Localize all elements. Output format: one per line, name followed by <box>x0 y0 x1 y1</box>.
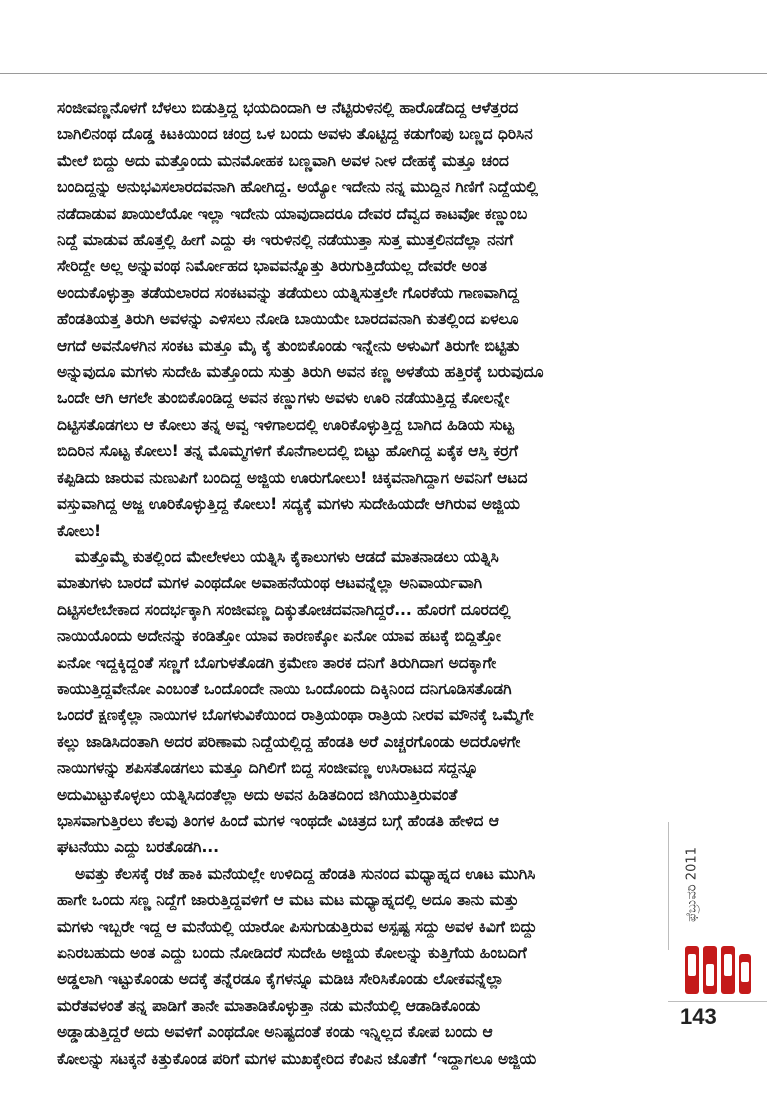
page-number-divider <box>668 1001 767 1002</box>
text-line: ಅದುಮಿಟ್ಟುಕೊಳ್ಳಲು ಯತ್ನಿಸಿದಂತೆಲ್ಲಾ ಅದು ಅವನ ಹಿಡಿತದಿಂದ ಜಿಗಿಯುತ್ತಿರುವಂತೆ <box>57 785 458 804</box>
text-line: ಕಾಯುತ್ತಿದ್ದವೇನೋ ಎಂಬಂತೆ ಒಂದೊಂದೇ ನಾಯಿ ಒಂದೊಂದು ದಿಕ್ಕಿನಿಂದ ದನಿಗೂಡಿಸತೊಡಗಿ <box>57 679 512 698</box>
text-line: ದಿಟ್ಟಿಸಲೇಬೇಕಾದ ಸಂದರ್ಭಕ್ಕಾಗಿ ಸಂಜೀವಣ್ಣ ದಿಕ್ಕುತೋಚದವನಾಗಿದ್ದರೆ... ಹೊರಗೆ ದೂರದಲ್ಲಿ <box>57 600 511 619</box>
text-line: ಹೆಂಡತಿಯತ್ತ ತಿರುಗಿ ಅವಳನ್ನು ಎಳಿಸಲು ನೋಡಿ ಬಾಯಿಯೇ ಬಾರದವನಾಗಿ ಕುತಲ್ಲಿಂದ ಏಳಲೂ <box>57 310 519 329</box>
text-line: ಒಂದೇ ಆಗಿ ಆಗಲೇ ತುಂಬಿಕೊಂಡಿದ್ದ ಅವನ ಕಣ್ಣುಗಳು ಅವಳು ಊರಿ ನಡೆಯುತ್ತಿದ್ದ ಕೋಲನ್ನೇ <box>57 389 510 408</box>
text-line: ಮತ್ತೊಮ್ಮೆ ಕುತಲ್ಲಿಂದ ಮೇಲೇಳಲು ಯತ್ನಿಸಿ ಕೈಕಾಲುಗಳು ಆಡದೆ ಮಾತನಾಡಲು ಯತ್ನಿಸಿ <box>75 547 499 566</box>
sidebar-divider <box>668 822 669 950</box>
text-line: ನಾಯಿಗಳನ್ನು ಶಪಿಸತೊಡಗಲು ಮತ್ತೂ ದಿಗಿಲಿಗೆ ಬಿದ್ದ ಸಂಜೀವಣ್ಣ ಉಸಿರಾಟದ ಸದ್ದನ್ನೂ <box>57 759 479 778</box>
text-line: ಏನೋ ಇದ್ದಕ್ಕಿದ್ದಂತೆ ಸಣ್ಣಗೆ ಬೊಗುಳತೊಡಗಿ ಕ್ರಮೇಣ ತಾರಕ ದನಿಗೆ ತಿರುಗಿದಾಗ ಅದಕ್ಕಾಗೇ <box>57 653 497 672</box>
top-divider <box>0 73 767 74</box>
issue-date: ಫೆಬ್ರುವರಿ 2011 <box>684 847 700 922</box>
paragraph <box>57 95 660 544</box>
text-line: ಕೋಲು! <box>57 521 101 540</box>
text-line: ಘಟನೆಯು ಎದ್ದು ಬರತೊಡಗಿ... <box>57 838 219 857</box>
text-line: ನಡೆದಾಡುವ ಖಾಯಿಲೆಯೋ ಇಲ್ಲಾ ಇದೇನು ಯಾವುದಾದರೂ ದೇವರ ದೆವ್ವದ ಕಾಟವೋ ಕಣ್ಣುಂಬ <box>57 204 528 223</box>
text-line: ನಾಯಿಯೊಂದು ಅದೇನನ್ನು ಕಂಡಿತ್ತೋ ಯಾವ ಕಾರಣಕ್ಕೋ ಏನೋ ಯಾವ ಹಟಕ್ಕೆ ಬಿದ್ದಿತ್ತೋ <box>57 627 501 646</box>
text-line: ಆಗದೆ ಅವನೊಳಗಿನ ಸಂಕಟ ಮತ್ತೂ ಮೈ ಕೈ ತುಂಬಿಕೊಂಡು ಇನ್ನೇನು ಅಳುವಿಗೆ ತಿರುಗೇ ಬಿಟ್ಟಿತು <box>57 336 520 355</box>
text-line: ಮೇಲೆ ಬಿದ್ದು ಅದು ಮತ್ತೊಂದು ಮನಮೋಹಕ ಬಣ್ಣವಾಗಿ ಅವಳ ನೀಳ ದೇಹಕ್ಕೆ ಮತ್ತೂ ಚಂದ <box>57 151 509 170</box>
text-line: ಅನ್ನುವುದೂ ಮಗಳು ಸುದೇಹಿ ಮತ್ತೊಂದು ಸುತ್ತು ತಿರುಗಿ ಅವನ ಕಣ್ಣ ಅಳತೆಯ ಹತ್ತಿರಕ್ಕೆ ಬರುವುದೂ <box>57 363 544 382</box>
paragraph <box>57 544 660 861</box>
text-line: ಅಡ್ಡಲಾಗಿ ಇಟ್ಟುಕೊಂಡು ಅದಕ್ಕೆ ತನ್ನೆರಡೂ ಕೈಗಳನ್ನೂ ಮಡಿಚಿ ಸೇರಿಸಿಕೊಂಡು ಲೋಕವನ್ನೆಲ್ಲಾ <box>57 970 504 989</box>
text-line: ಮಗಳು ಇಬ್ಬರೇ ಇದ್ದ ಆ ಮನೆಯಲ್ಲಿ ಯಾರೋ ಪಿಸುಗುಡುತ್ತಿರುವ ಅಸ್ಪಷ್ಟ ಸದ್ದು ಅವಳ ಕಿವಿಗೆ ಬಿದ್ದು <box>57 917 537 936</box>
paragraph <box>57 861 660 1072</box>
text-line: ಅಂದುಕೊಳ್ಳುತ್ತಾ ತಡೆಯಲಾರದ ಸಂಕಟವನ್ನು ತಡೆಯಲು ಯತ್ನಿಸುತ್ತಲೇ ಗೊರಕೆಯ ಗಾಣವಾಗಿದ್ದ <box>57 283 519 302</box>
text-line: ಮಾತುಗಳು ಬಾರದೆ ಮಗಳ ಎಂಥದೋ ಅವಾಹನೆಯಂಥ ಆಟವನ್ನೆಲ್ಲಾ ಅನಿವಾರ್ಯವಾಗಿ <box>57 574 483 593</box>
text-line: ಸೇರಿದ್ದೇ ಅಲ್ಲ ಅನ್ನುವಂಥ ನಿರ್ಮೋಹದ ಭಾವವನ್ನೊತ್ತು ತಿರುಗುತ್ತಿದೆಯಲ್ಲ ದೇವರೇ ಅಂತ <box>57 257 487 276</box>
text-line: ಅವತ್ತು ಕೆಲಸಕ್ಕೆ ರಜೆ ಹಾಕಿ ಮನೆಯಲ್ಲೇ ಉಳಿದಿದ್ದ ಹೆಂಡತಿ ಸುನಂದ ಮಧ್ಯಾಹ್ನದ ಊಟ ಮುಗಿಸಿ <box>75 864 536 883</box>
text-line: ನಿದ್ದೆ ಮಾಡುವ ಹೊತ್ತಲ್ಲಿ ಹೀಗೆ ಎದ್ದು ಈ ಇರುಳಿನಲ್ಲಿ ನಡೆಯುತ್ತಾ ಸುತ್ತ ಮುತ್ತಲಿನದೆಲ್ಲಾ ನನಗೆ <box>57 231 514 250</box>
text-line: ಮರೆತವಳಂತೆ ತನ್ನ ಪಾಡಿಗೆ ತಾನೇ ಮಾತಾಡಿಕೊಳ್ಳುತ್ತಾ ನಡು ಮನೆಯಲ್ಲಿ ಆಡಾಡಿಕೊಂಡು <box>57 996 481 1015</box>
magazine-logo <box>683 940 753 1000</box>
text-line: ಒಂದರೆ ಕ್ಷಣಕ್ಕೆಲ್ಲಾ ನಾಯಿಗಳ ಬೊಗಳುವಿಕೆಯಿಂದ ರಾತ್ರಿಯಂಥಾ ರಾತ್ರಿಯ ನೀರವ ಮೌನಕ್ಕೆ ಒಮ್ಮೆಗೇ <box>57 706 534 725</box>
text-line: ಬಂದಿದ್ದನ್ನು ಅನುಭವಿಸಲಾರದವನಾಗಿ ಹೋಗಿದ್ದ. ಅಯ್ಯೋ ಇದೇನು ನನ್ನ ಮುದ್ದಿನ ಗಿಣಿಗೆ ನಿದ್ದೆಯಲ್ಲಿ <box>57 178 538 197</box>
text-line: ಸಂಜೀವಣ್ಣನೊಳಗೆ ಬೆಳಲು ಬಿಡುತ್ತಿದ್ದ ಭಯದಿಂದಾಗಿ ಆ ನೆಟ್ಟಿರುಳಿನಲ್ಲಿ ಹಾರೊಡೆದಿದ್ದ ಆಳೆತ್ತರದ <box>57 99 519 117</box>
text-line: ಬಿದಿರಿನ ಸೊಟ್ಟ ಕೋಲು! ತನ್ನ ಮೊಮ್ಮಗಳಿಗೆ ಕೊನೆಗಾಲದಲ್ಲಿ ಬಿಟ್ಟು ಹೋಗಿದ್ದ ಏಕೈಕ ಆಸ್ತಿ ಕರ್ರಗೆ <box>57 442 518 461</box>
page-number: 143 <box>680 1004 717 1029</box>
text-line: ಅಡ್ಡಾಡುತ್ತಿದ್ದರೆ ಅದು ಅವಳಿಗೆ ಎಂಥದೋ ಅನಿಷ್ಟದಂತೆ ಕಂಡು ಇನ್ನಿಲ್ಲದ ಕೋಪ ಬಂದು ಆ <box>57 1023 493 1042</box>
text-line: ಹಾಗೇ ಒಂದು ಸಣ್ಣ ನಿದ್ದೆಗೆ ಜಾರುತ್ತಿದ್ದವಳಿಗೆ ಆ ಮಟ ಮಟ ಮಧ್ಯಾಹ್ನದಲ್ಲಿ ಅದೂ ತಾನು ಮತ್ತು <box>57 891 519 910</box>
text-line: ಕಪ್ಪಿಡಿದು ಜಾರುವ ನುಣುಪಿಗೆ ಬಂದಿದ್ದ ಅಜ್ಜಿಯ ಊರುಗೋಲು! ಚಿಕ್ಕವನಾಗಿದ್ದಾಗ ಅವನಿಗೆ ಆಟದ <box>57 468 528 487</box>
text-line: ಭಾಸವಾಗುತ್ತಿರಲು ಕೆಲವು ತಿಂಗಳ ಹಿಂದೆ ಮಗಳ ಇಂಥದೇ ವಿಚಿತ್ರದ ಬಗ್ಗೆ ಹೆಂಡತಿ ಹೇಳಿದ ಆ <box>57 811 499 830</box>
text-line: ಕೋಲನ್ನು ಸಟಕ್ಕನೆ ಕಿತ್ತುಕೊಂಡ ಪರಿಗೆ ಮಗಳ ಮುಖಕ್ಕೇರಿದ ಕೆಂಪಿನ ಜೊತೆಗೆ ‘ಇದ್ದಾಗಲೂ ಅಜ್ಜಿಯ <box>57 1049 537 1068</box>
text-line: ವಸ್ತುವಾಗಿದ್ದ ಅಜ್ಜ ಊರಿಕೊಳ್ಳುತ್ತಿದ್ದ ಕೋಲು! ಸದ್ಯಕ್ಕೆ ಮಗಳು ಸುದೇಹಿಯದೇ ಆಗಿರುವ ಅಜ್ಜಿಯ <box>57 495 520 514</box>
article-body <box>57 95 660 1072</box>
text-line: ದಿಟ್ಟಿಸತೊಡಗಲು ಆ ಕೋಲು ತನ್ನ ಅವ್ವ ಇಳಿಗಾಲದಲ್ಲಿ ಊರಿಕೊಳ್ಳುತ್ತಿದ್ದ ಬಾಗಿದ ಹಿಡಿಯ ಸುಟ್ಟ <box>57 415 514 434</box>
text-line: ಏನಿರಬಹುದು ಅಂತ ಎದ್ದು ಬಂದು ನೋಡಿದರೆ ಸುದೇಹಿ ಅಜ್ಜಿಯ ಕೋಲನ್ನು ಕುತ್ತಿಗೆಯ ಹಿಂಬದಿಗೆ <box>57 944 527 962</box>
text-line: ಬಾಗಿಲಿನಂಥ ದೊಡ್ಡ ಕಿಟಕಿಯಿಂದ ಚಂದ್ರ ಒಳ ಬಂದು ಅವಳು ತೊಟ್ಟಿದ್ದ ಕಡುಗೆಂಪು ಬಣ್ಣದ ಧಿರಿಸಿನ <box>57 125 533 144</box>
text-line: ಕಲ್ಲು ಜಾಡಿಸಿದಂತಾಗಿ ಅದರ ಪರಿಣಾಮ ನಿದ್ದೆಯಲ್ಲಿದ್ದ ಹೆಂಡತಿ ಅರೆ ಎಚ್ಚರಗೊಂಡು ಅದರೊಳಗೇ <box>57 732 521 751</box>
